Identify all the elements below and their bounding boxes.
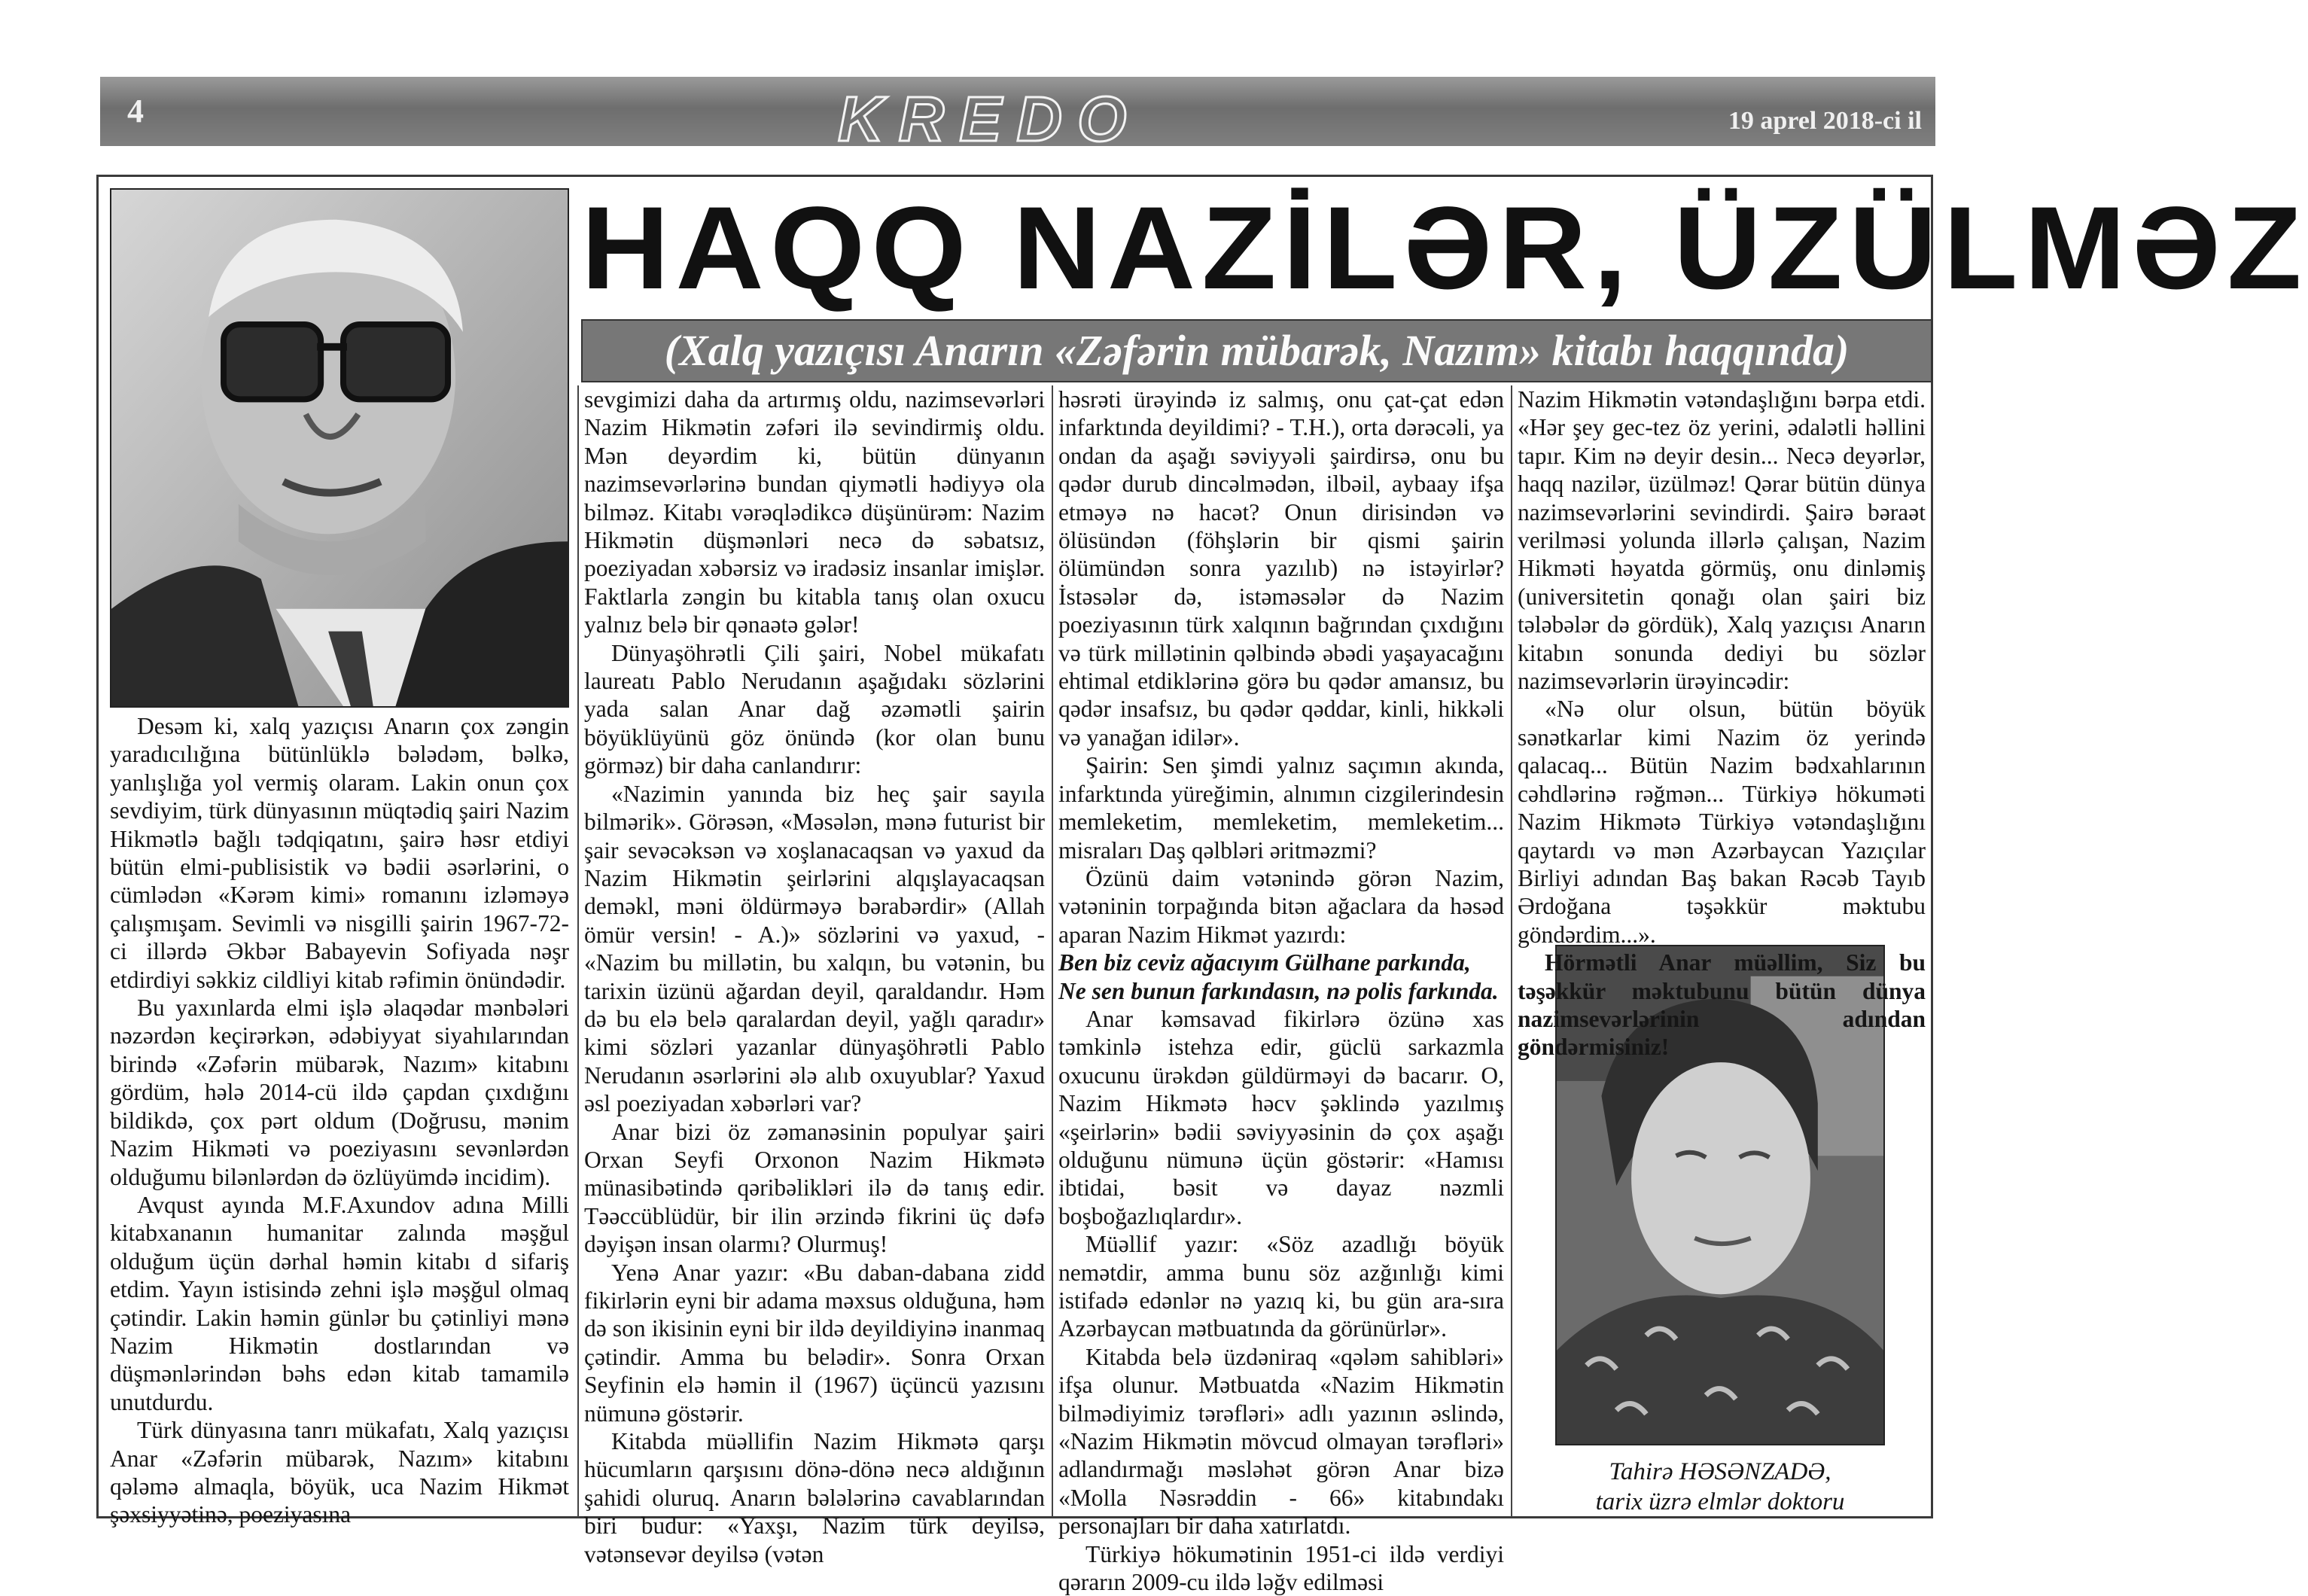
column-1 [110, 712, 569, 1529]
paragraph: Şairin: Sen şimdi yalnız saçımın akında, infarktında yüreğimin, alnımın cizgilerindesin memleketim, memleketim, memleketim... misraları Daş qəlbləri əritməzmi? [1058, 752, 1504, 863]
paragraph: Bu yaxınlarda elmi işlə əlaqədar mənbələri nəzərdən keçirərkən, ədəbiyyat siyahılarından birində «Zəfərin mübarək, Nazım» kitabını gördüm, hələ 2014-cü ildə çapdan çıxdığını bildikdə, çox pərt oldum (Doğrusu, mənim Nazim Hikməti və poeziyasını sevənlərdən olduğumu bilənlərdən də özlüyümdə incidim). [110, 994, 569, 1190]
paragraph: «Nazimin yanında biz heç şair sayıla bilmərik». Görəsən, «Məsələn, mənə futurist bir şair sevəcəksən və xoşlanacaqsan və yaxud da Nazim Hikmətin şeirlərini alqışlayacaqsan deməkl, məni öldürməyə bərabərdir» (Allah ömür versin! - A.)» sözlərini və yaxud, - «Nazim bu millətin, bu xalqın, bu vətənin, bu tarixin üzünü ağardan deyil, qaraldandır. Həm də bu elə belə qaralardan deyil, yağlı qaradır» kimi sözləri yazanlar dünyaşöhrətli Pablo Nerudanın əsərlərini ələ alıb oxuyublar? Yaxud əsl poeziyadan xəbərləri var? [584, 780, 1045, 1117]
paragraph: Dünyaşöhrətli Çili şairi, Nobel mükafatı laureatı Pablo Nerudanın aşağıdakı sözlərini yada salan Anar dağ əzəmətli şairin böyüklüyünü göz önündə (kor olan bunu görməz) bir daha canlandırır: [584, 639, 1045, 779]
paragraph: Nazim Hikmətin vətəndaşlığını bərpa etdi. «Hər şey gec-tez öz yerini, ədalətli həllini tapır. Kim nə deyir desin... Necə deyərlər, haqq nazilər, üzülməz! Qərar bütün dünya nazimsevərlərini sevindirdi. Şairə bəraət verilməsi yolunda illərlə çalışan, Nazim Hikməti həyatda görmüş, onu dinləmiş (universitetin qonağı olan şairi biz tələbələr də gördük), Xalq yazıçısı Anarın kitabın sonunda dediyi bu sözlər nazimsevərlərin ürəyincədir: [1518, 386, 1926, 695]
paragraph: həsrəti ürəyində iz salmış, onu çat-çat edən infarktında deyildimi? - T.H.), orta dərəcəli, ya ondan da aşağı səviyyəli şairdirsə, onu bu qədər durub dincəlmədən, ilbəil, aybaay ifşa etməyə nə hacət? Onun dirisindən və ölüsündən (föhşlərin bir qismi şairin ölümündən sonra yazılıb) nə istəyirlər? İstəsələr də, istəməsələr də Nazim poeziyasının türk xalqının bağrından çıxdığını və türk millətinin qəlbində əbədi yaşayacağını ehtimal etdiklərinə görə bu qədər amansız, bu qədər insafsız, bu qədər qəddar, kinli, hikkəli və yanağan idilər». [1058, 386, 1504, 751]
paragraph: Hörmətli Anar müəllim, Siz bu təşəkkür məktubunu bütün dünya nazimsevərlərinin adından göndərmisiniz! [1518, 949, 1926, 1061]
paragraph: Özünü daim vətənində görən Nazim, vətəninin torpağında bitən ağaclara da həsəd aparan Nazim Hikmət yazırdı: [1058, 864, 1504, 948]
poem-line: Ben biz ceviz ağacıyım Gülhane parkında, [1058, 949, 1471, 976]
author-anar-photo [110, 188, 569, 708]
author-signature [1555, 1457, 1885, 1517]
column-divider [1511, 385, 1512, 1517]
paragraph: Türk dünyasına tanrı mükafatı, Xalq yazıçısı Anar «Zəfərin mübarək, Nazım» kitabını qələmə almaqla, böyük, uca Nazim Hikmət şəxsiyyətinə, poeziyasına [110, 1417, 569, 1528]
column-divider [1052, 385, 1053, 1517]
poem-line: Ne sen bunun farkındasın, nə polis farkında. [1058, 977, 1499, 1004]
paragraph: Desəm ki, xalq yazıçısı Anarın çox zəngin yaradıcılığına bütünlüklə bələdəm, bəlkə, yanlışlığa yol vermiş olaram. Lakin onun çox sevdiyim, türk dünyasının müqtədiq şairi Nazim Hikmətlə bağlı tədqiqatını, şairə həsr etdiyi bütün elmi-publisistik və bədii əsərlərini, o cümlədən «Kərəm kimi» romanını izləməyə çalışmışam. Sevimli və nisgilli şairin 1967-72-ci illərdə Əkbər Babayevin Sofiyada nəşr etdirdiyi səkkiz cildliyi kitab rəfimin önündədir. [110, 713, 569, 993]
paragraph: Yenə Anar yazır: «Bu daban-dabana zidd fikirlərin eyni bir adama məxsus olduğuna, həm də son ikisinin eyni bir ildə deyildiyinə inanmaq çətindir. Amma bu belədir». Sonra Orxan Seyfinin elə həmin il (1967) üçüncü yazısını nümunə göstərir. [584, 1259, 1045, 1427]
masthead-logo: KREDO [838, 84, 1142, 154]
column-3 [1058, 385, 1504, 1596]
article-subtitle: (Xalq yazıçısı Anarın «Zəfərin mübarək, Nazım» kitabı haqqında) [581, 319, 1932, 382]
paragraph: Müəllif yazır: «Söz azadlığı böyük nemətdir, amma bunu söz azğınlığı kimi istifadə edənlər nə yazıq ki, bu gün ara-sıra Azərbaycan mətbuatında da görünürlər». [1058, 1231, 1504, 1342]
paragraph: Anar bizi öz zəmanəsinin populyar şairi Orxan Seyfi Orxonon Nazim Hikmətə münasibətində qəribəlikləri ilə də tanış edir. Təəccüblüdür, bir ilin ərzində fikrini üç dəfə dəyişən insan olarmı? Olurmuş! [584, 1118, 1045, 1258]
column-4 [1518, 385, 1926, 1061]
author-name: Tahirə HƏSƏNZADƏ, [1609, 1458, 1831, 1485]
column-divider [577, 385, 579, 1517]
article-headline: HAQQ NAZİLƏR, ÜZÜLMƏZ [581, 183, 2308, 314]
paragraph: «Nə olur olsun, bütün böyük sənətkarlar kimi Nazim öz yerində qalacaq... Bütün Nazim bədxahlarının cəhdlərinə rəğmən... Türkiyə hökuməti Nazim Hikmətə Türkiyə vətəndaşlığını qaytardı və mən Azərbaycan Yazıçılar Birliyi adından Baş bakan Rəcəb Tayıb Ərdoğana təşəkkür məktubu göndərdim...». [1518, 696, 1926, 948]
paragraph: Türkiyə hökumətinin 1951-ci ildə verdiyi qərarın 2009-cu ildə ləğv edilməsi [1058, 1540, 1504, 1596]
paragraph: Kitabda belə üzdəniraq «qələm sahibləri» ifşa olunur. Mətbuatda «Nazim Hikmətin bilmədiyimiz tərəfləri» adlı yazının əslində, «Nazim Hikmətin mövcud olmayan tərəfləri» adlandırmağı məsləhət görən Anar bizə «Molla Nəsrəddin - 66» kitabındakı personajları bir daha xatırlatdı. [1058, 1343, 1504, 1540]
paragraph: sevgimizi daha da artırmış oldu, nazimsevərləri Nazim Hikmətin zəfəri ilə sevindirmiş oldu. Mən deyərdim ki, bütün dünyanın nazimsevərlərinə bundan qiymətli hədiyyə ola bilməz. Kitabı vərəqlədikcə düşünürəm: Nazim Hikmətin düşmənləri necə də səbatsız, poeziyadan xəbərsiz və iradəsiz insanlar imişlər. Faktlarla zəngin bu kitabla tanış olan oxucu yalnız belə bir qənaətə gələr! [584, 386, 1045, 638]
column-2 [584, 385, 1045, 1568]
author-title: tarix üzrə elmlər doktoru [1595, 1488, 1845, 1515]
page-number: 4 [127, 93, 144, 129]
paragraph: Kitabda müəllifin Nazim Hikmətə qarşı hücumların qarşısını dönə-dönə necə aldığının şahidi oluruq. Anarın bələlərinə cavablarından biri budur: «Yaxşı, Nazim türk deyilsə, vətənsevər deyilsə (vətən [584, 1428, 1045, 1567]
issue-date: 19 aprel 2018-ci il [1728, 107, 1922, 135]
header-bar [100, 77, 1935, 154]
paragraph: Avqust ayında M.F.Axundov adına Milli kitabxananın humanitar zalında məşğul olduğum üçün dərhal həmin kitabı d sifariş etdim. Yayın istisində zehni işlə məşğul olmaq çətindir. Lakin həmin günlər bu çətinliyi mənə Nazim Hikmətin dostlarından və düşmənlərindən bəhs edən kitab tamamilə unutdurdu. [110, 1191, 569, 1415]
paragraph: Anar kəmsavad fikirlərə özünə xas təmkinlə istehza edir, güclü sarkazmla oxucunu ürəkdən güldürməyi də bacarır. O, Nazim Hikmətə həcv şəklində yazılmış «şeirlərin» bədii səviyyəsinin də çox aşağı olduğunu nümunə üçün göstərir: «Hamısı ibtidai, bəsit və dayaz nəzmli boşboğazlıqlardır». [1058, 1005, 1504, 1229]
